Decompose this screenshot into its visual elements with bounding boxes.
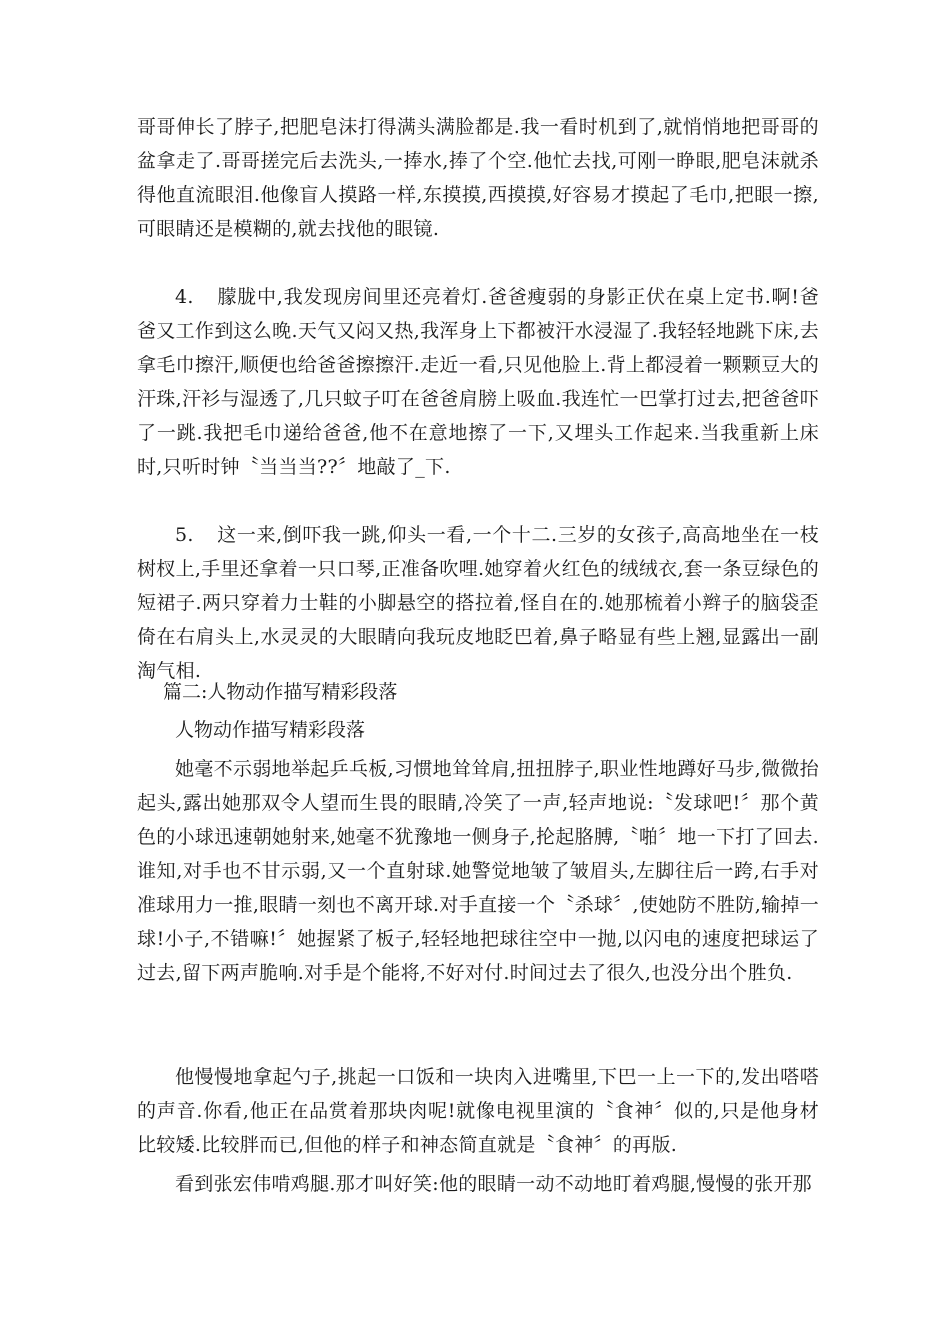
section-heading: 篇二:人物动作描写精彩段落 [163,681,398,703]
sub-heading: 人物动作描写精彩段落 [175,719,366,741]
paragraph-continuation [137,110,819,246]
paragraph-text: 这一来,倒吓我一跳,仰头一看,一个十二.三岁的女孩子,高高地坐在一枝树杈上,手里还拿着一只口琴,正准备吹哩.她穿着火红色的绒绒衣,套一条豆绿色的短裙子.两只穿着力士鞋的小脚悬空的搭拉着,怪自在的.她那梳着小辫子的脑袋歪倚在右肩头上,水灵灵的大眼睛向我玩皮地眨巴着,鼻子略显有些上翘,显露出一副淘气相. [137,524,819,682]
paragraph-text: 她毫不示弱地举起乒乓板,习惯地耸耸肩,扭扭脖子,职业性地蹲好马步,微微抬起头,露出她那双令人望而生畏的眼睛,冷笑了一声,轻声地说:〝发球吧!〞那个黄色的小球迅速朝她射来,她毫不犹豫地一侧身子,抡起胳膊,〝啪〞地一下打了回去.谁知,对手也不甘示弱,又一个直射球.她警觉地皱了皱眉头,左脚往后一跨,右手对准球用力一推,眼睛一刻也不离开球.对手直接一个〝杀球〞,使她防不胜防,输掉一球!小子,不错嘛!〞她握紧了板子,轻轻地把球往空中一抛,以闪电的速度把球运了过去,留下两声脆响.对手是个能将,不好对付.时间过去了很久,也没分出个胜负. [137,758,819,984]
paragraph-number: 4. [175,286,194,308]
paragraph-4 [137,280,819,484]
paragraph-chicken [137,1167,819,1201]
paragraph-eating [137,1060,819,1162]
paragraph-text: 他慢慢地拿起勺子,挑起一口饭和一块肉入进嘴里,下巴一上一下的,发出嗒嗒的声音.你看,他正在品赏着那块肉呢!就像电视里演的〝食神〞似的,只是他身材比较矮.比较胖而已,但他的样子和神态简直就是〝食神〞的再版. [137,1066,819,1156]
paragraph-pingpong [137,752,819,990]
paragraph-number: 5. [175,524,194,546]
paragraph-text: 朦胧中,我发现房间里还亮着灯.爸爸瘦弱的身影正伏在桌上定书.啊!爸爸又工作到这么晚.天气又闷又热,我浑身上下都被汗水浸湿了.我轻轻地跳下床,去拿毛巾擦汗,顺便也给爸爸擦擦汗.走近一看,只见他脸上.背上都浸着一颗颗豆大的汗珠,汗衫与湿透了,几只蚊子叮在爸爸肩膀上吸血.我连忙一巴掌打过去,把爸爸吓了一跳.我把毛巾递给爸爸,他不在意地擦了一下,又埋头工作起来.当我重新上床时,只听时钟〝当当当??〞地敲了_下. [137,286,819,478]
paragraph-text: 哥哥伸长了脖子,把肥皂沫打得满头满脸都是.我一看时机到了,就悄悄地把哥哥的盆拿走了.哥哥搓完后去洗头,一捧水,捧了个空.他忙去找,可刚一睁眼,肥皂沫就杀得他直流眼泪.他像盲人摸路一样,东摸摸,西摸摸,好容易才摸起了毛巾,把眼一擦,可眼睛还是模糊的,就去找他的眼镜. [137,116,819,240]
paragraph-5 [137,518,819,688]
paragraph-text: 看到张宏伟啃鸡腿.那才叫好笑:他的眼睛一动不动地盯着鸡腿,慢慢的张开那 [175,1173,812,1195]
